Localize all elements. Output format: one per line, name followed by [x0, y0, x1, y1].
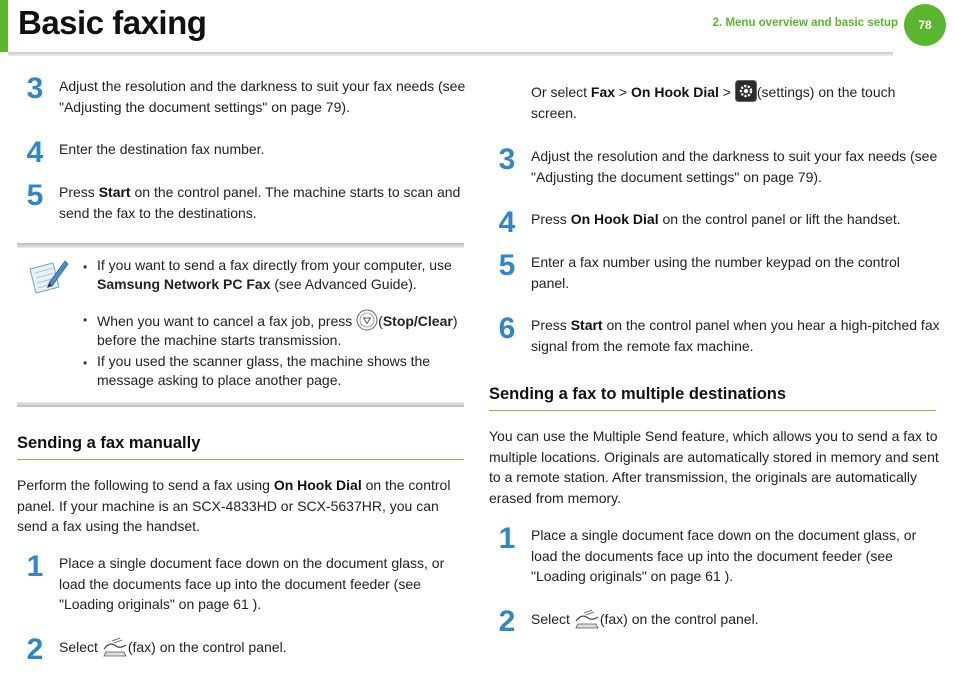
- start-label: Start: [98, 184, 131, 200]
- section-heading: Sending a fax manually: [17, 434, 201, 452]
- section-reference[interactable]: 2. Menu overview and basic setup: [712, 17, 898, 29]
- bullet-dot: •: [83, 260, 88, 274]
- section-intro: Perform the following to send a fax using On Hook Dial on the control panel. If your machine is an SCX-4833HD or SCX-5637HR, you can send a fax using the handset.: [17, 477, 451, 534]
- page-number-badge: 78: [904, 4, 946, 46]
- fax-icon: [102, 637, 128, 657]
- step-number: 2: [26, 633, 44, 666]
- step-number: 1: [498, 522, 516, 555]
- step-number: 2: [498, 605, 516, 638]
- section-intro: You can use the Multiple Send feature, which allows you to send a fax to multiple locations. Originals are automatically stored in memory and sent to a remote station. After transmission, the originals are automatically erased from memory.: [489, 428, 939, 506]
- section-heading: Sending a fax to multiple destinations: [489, 385, 787, 403]
- heading-rule: [489, 410, 936, 411]
- bullet-dot: •: [83, 356, 88, 370]
- stop-clear-label: Stop/Clear: [382, 313, 453, 329]
- page-title: Basic faxing: [18, 4, 207, 41]
- step-text: Select (fax) on the control panel.: [531, 611, 759, 627]
- note-bullet: If you want to send a fax directly from your computer, use Samsung Network PC Fax (see Advanced Guide).: [97, 257, 452, 292]
- settings-gear-icon: [735, 80, 757, 102]
- step-text: Press Start on the control panel. The machine starts to scan and send the fax to the destinations.: [59, 184, 461, 221]
- fax-icon: [574, 609, 600, 629]
- step-text: Adjust the resolution and the darkness to suit your fax needs (see "Adjusting the document settings" on page 79).: [59, 78, 466, 115]
- or-select-text: Or select Fax > On Hook Dial > (settings) on the touch screen.: [531, 80, 931, 123]
- step-text: Select (fax) on the control panel.: [59, 639, 287, 655]
- step-number: 5: [26, 179, 44, 212]
- pc-fax-label: Samsung Network PC Fax: [97, 275, 271, 292]
- step-number: 6: [498, 312, 516, 345]
- step-number: 4: [498, 206, 516, 239]
- step-number: 4: [26, 136, 44, 169]
- step-number: 3: [26, 72, 44, 105]
- header-accent-bar: [0, 0, 8, 52]
- note-box: [17, 243, 464, 407]
- fax-menu-label: Fax: [590, 84, 616, 100]
- step-text: Enter the destination fax number.: [59, 141, 265, 157]
- note-top-border: [17, 243, 464, 248]
- step-text: Adjust the resolution and the darkness to suit your fax needs (see "Adjusting the document settings" on page 79).: [531, 148, 938, 185]
- on-hook-dial-menu-label: On Hook Dial: [631, 84, 719, 100]
- note-bullet: If you used the scanner glass, the machine shows the message asking to place another page.: [97, 353, 431, 388]
- on-hook-dial-label: On Hook Dial: [273, 477, 362, 493]
- stop-button-icon: [356, 309, 378, 331]
- step-text: Press On Hook Dial on the control panel or lift the handset.: [531, 211, 901, 227]
- step-text: Place a single document face down on the document glass, or load the documents face up into the document feeder (see "Loading originals" on page 61 ).: [59, 555, 445, 612]
- step-number: 1: [26, 550, 44, 583]
- step-text: Place a single document face down on the document glass, or load the documents face up into the document feeder (see "Loading originals" on page 61 ).: [531, 527, 917, 584]
- note-bullet: When you want to cancel a fax job, press (Stop/Clear) before the machine starts transmission.: [97, 309, 465, 350]
- step-text: Enter a fax number using the number keypad on the control panel.: [531, 254, 900, 291]
- start-label: Start: [570, 317, 603, 333]
- header-divider: [8, 52, 893, 56]
- bullet-dot: •: [83, 313, 88, 327]
- step-number: 5: [498, 249, 516, 282]
- note-pencil-icon: [27, 257, 69, 295]
- step-number: 3: [498, 143, 516, 176]
- on-hook-dial-label: On Hook Dial: [570, 211, 659, 227]
- note-bottom-border: [17, 402, 464, 407]
- step-text: Press Start on the control panel when you hear a high-pitched fax signal from the remote fax machine.: [531, 317, 940, 354]
- heading-rule: [17, 459, 464, 460]
